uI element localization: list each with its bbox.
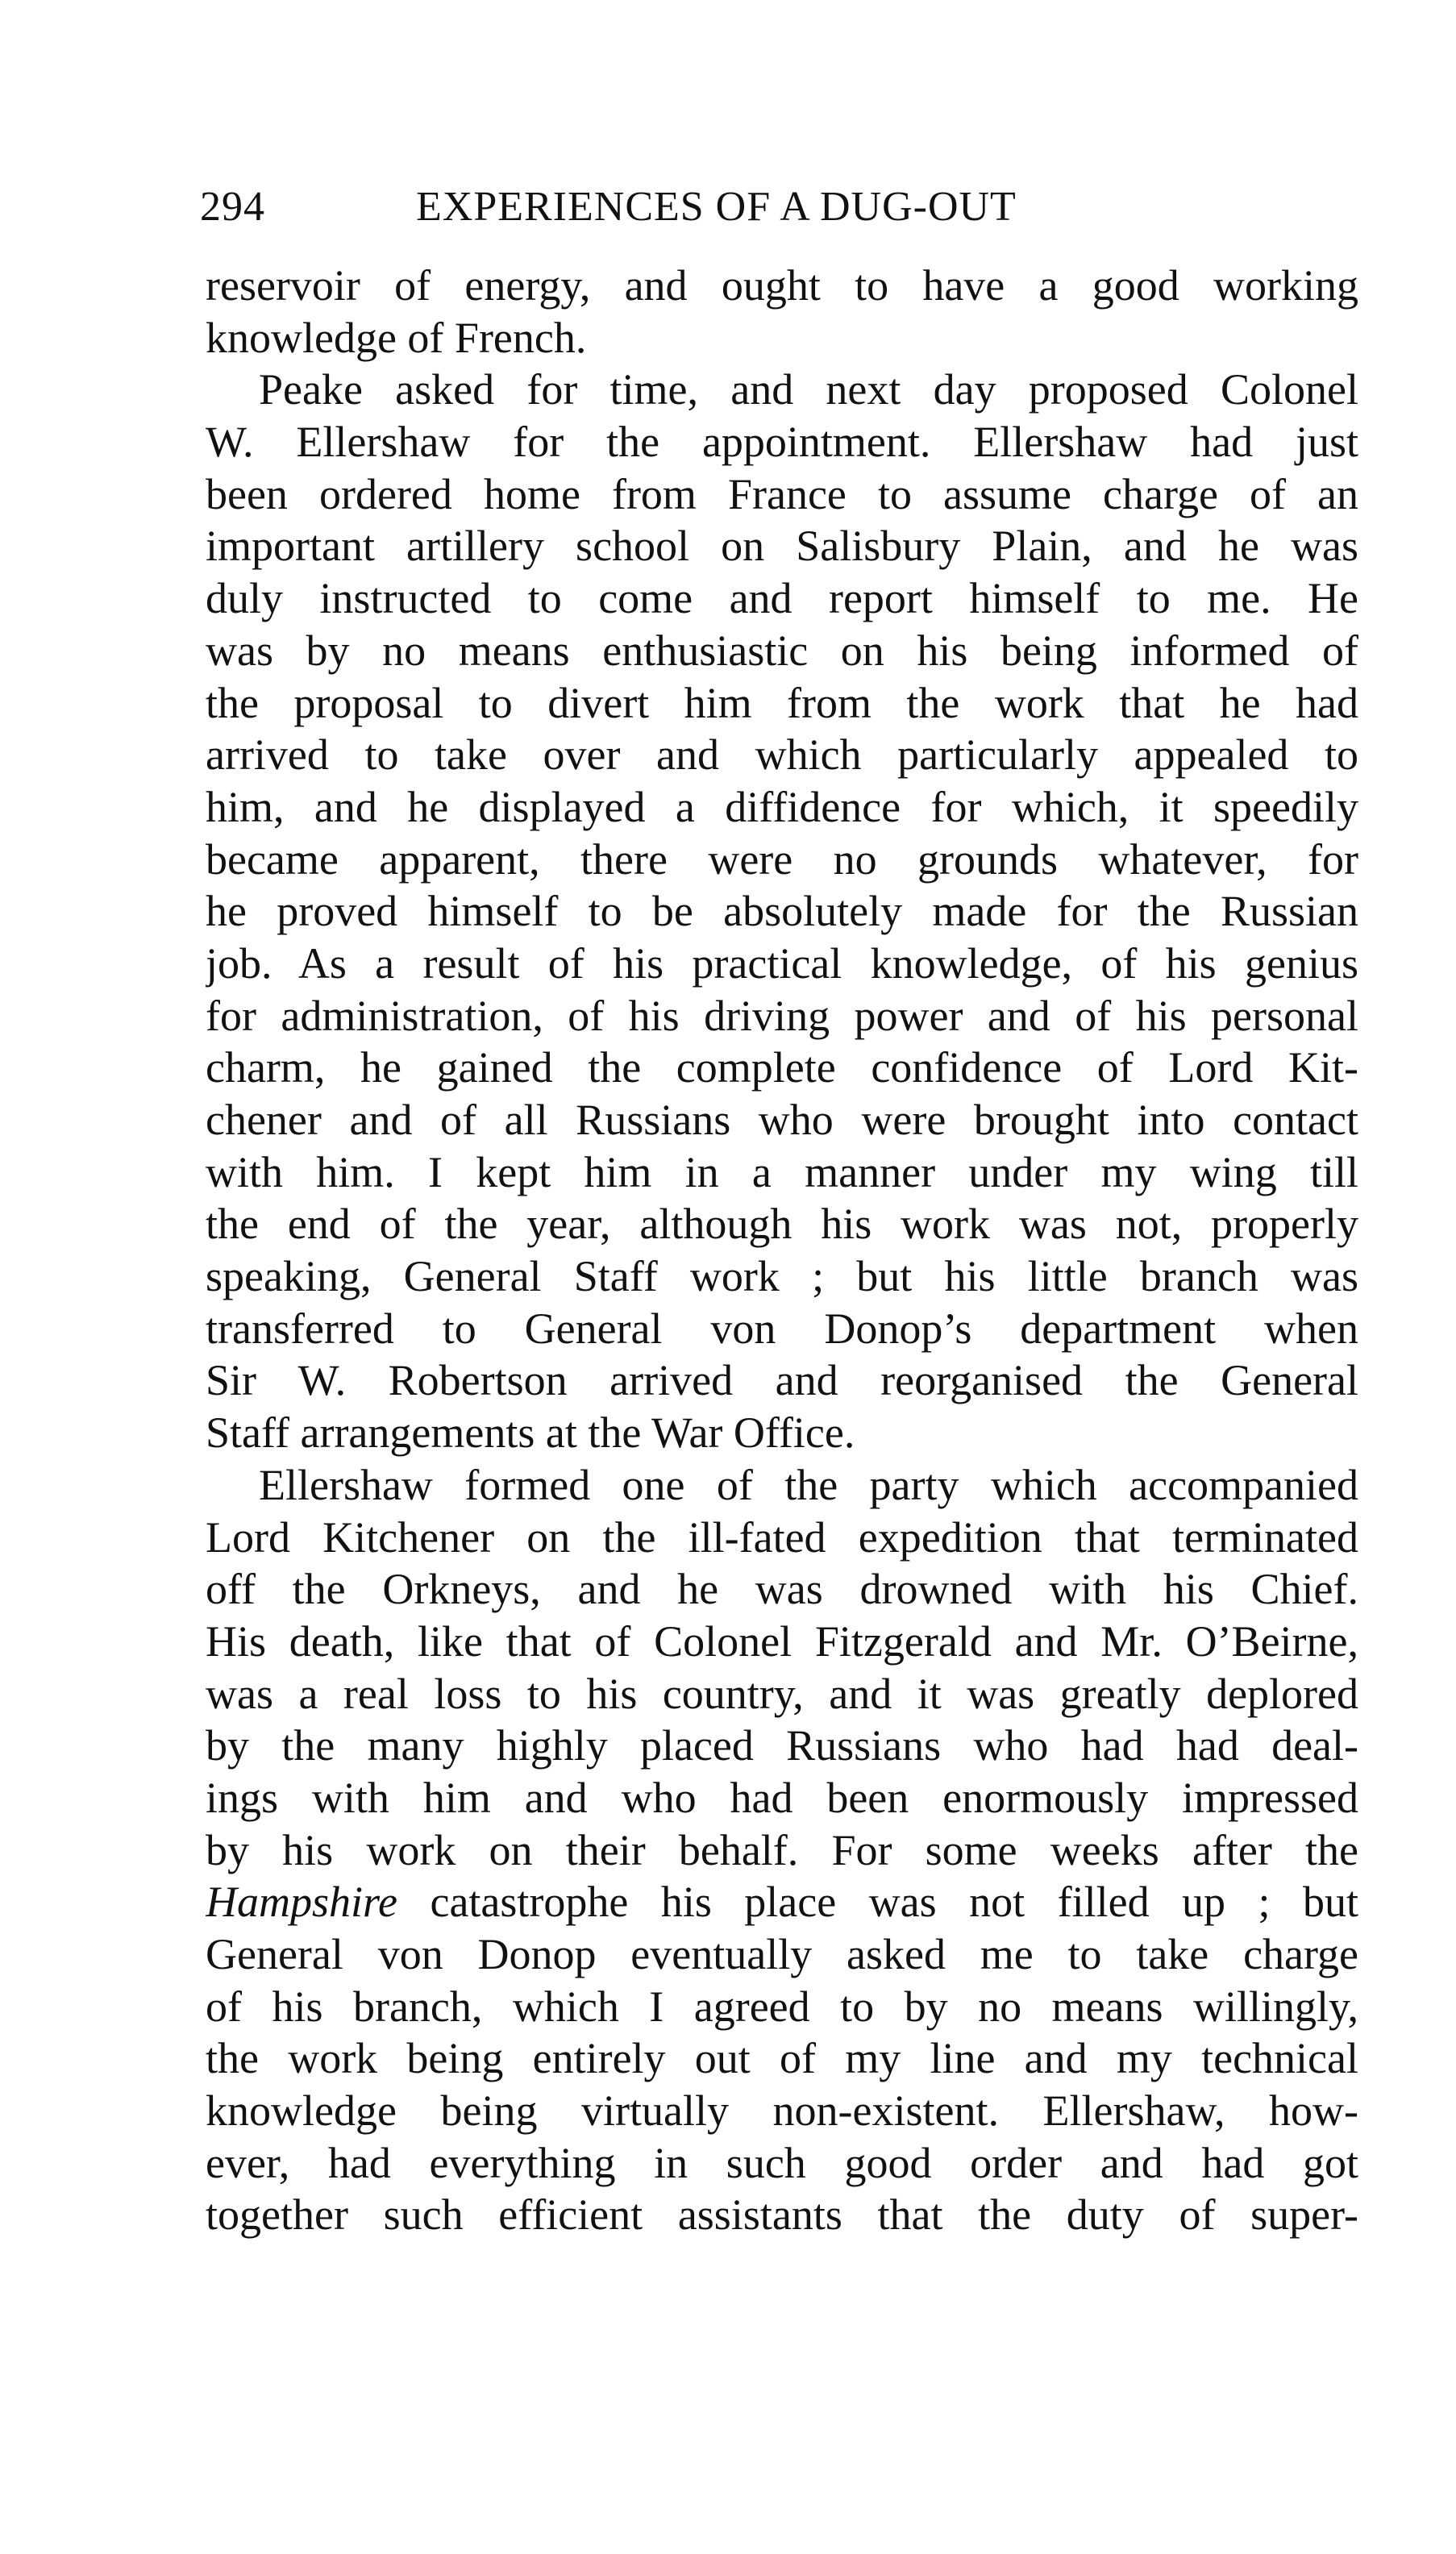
italic-ship-name: Hampshire — [206, 1878, 397, 1927]
body-text — [206, 260, 1358, 2241]
page-header — [200, 179, 1361, 235]
text-line: job. As a result of his practical knowledge, of his genius — [206, 938, 1358, 988]
text-line: reservoir of energy, and ought to have a good working — [206, 261, 1358, 310]
text-line: the proposal to divert him from the work that he had — [206, 678, 1358, 727]
text-line: was by no means enthusiastic on his being informed of — [206, 626, 1358, 675]
text-line: ings with him and who had been enormously impressed — [206, 1773, 1358, 1822]
text-line: of his branch, which I agreed to by no means willingly, — [206, 1982, 1358, 2031]
text-line: he proved himself to be absolutely made for the Russian — [206, 887, 1358, 936]
text-line: knowledge of French. — [206, 313, 587, 362]
paragraph-first-line: Ellershaw formed one of the party which accompanied — [259, 1460, 1358, 1509]
text-line: with him. I kept him in a manner under my wing till — [206, 1147, 1358, 1196]
text-line: by the many highly placed Russians who had had deal- — [206, 1721, 1358, 1770]
text-line: important artillery school on Salisbury Plain, and he was — [206, 522, 1358, 571]
text-line: Staff arrangements at the War Office. — [206, 1408, 855, 1458]
text-line: arrived to take over and which particularly appealed to — [206, 730, 1358, 780]
text-line: for administration, of his driving power and of his personal — [206, 991, 1358, 1040]
paragraph-first-line: Peake asked for time, and next day proposed Colonel — [259, 365, 1358, 414]
text-line: together such efficient assistants that the duty of super- — [206, 2190, 1358, 2240]
text-line: Lord Kitchener on the ill-fated expedition that terminated — [206, 1512, 1358, 1562]
text-line: transferred to General von Donop’s department when — [206, 1304, 1358, 1353]
text-line: W. Ellershaw for the appointment. Ellershaw had just — [206, 418, 1358, 467]
text-line: by his work on their behalf. For some weeks after the — [206, 1825, 1358, 1874]
text-line: him, and he displayed a diffidence for which, it speedily — [206, 782, 1358, 831]
text-line: been ordered home from France to assume charge of an — [206, 469, 1358, 518]
text-line: the work being entirely out of my line and my technical — [206, 2034, 1358, 2083]
text-line: charm, he gained the complete confidence of Lord Kit- — [206, 1043, 1358, 1092]
text-line: ever, had everything in such good order and had got — [206, 2138, 1358, 2187]
text-line: became apparent, there were no grounds whatever, for — [206, 834, 1358, 884]
text-line-italic-title — [206, 1876, 1358, 1928]
text-line: off the Orkneys, and he was drowned with his Chief. — [206, 1565, 1358, 1614]
text-line: chener and of all Russians who were brought into contact — [206, 1096, 1358, 1144]
text-line: Sir W. Robertson arrived and reorganised the General — [206, 1356, 1358, 1405]
text-line: General von Donop eventually asked me to take charge — [206, 1930, 1358, 1978]
text-line: duly instructed to come and report himself to me. He — [206, 574, 1358, 623]
running-head: EXPERIENCES OF A DUG-OUT — [416, 184, 1017, 230]
text-line: was a real loss to his country, and it was greatly deplored — [206, 1669, 1358, 1718]
text-line-remainder: catastrophe his place was not filled up ; but — [397, 1878, 1358, 1927]
text-line: knowledge being virtually non-existent. Ellershaw, how- — [206, 2086, 1358, 2136]
page-number: 294 — [200, 184, 265, 230]
text-line: His death, like that of Colonel Fitzgerald and Mr. O’Beirne, — [206, 1616, 1358, 1666]
text-line: speaking, General Staff work ; but his little branch was — [206, 1252, 1358, 1301]
text-line: the end of the year, although his work was not, properly — [206, 1200, 1358, 1249]
